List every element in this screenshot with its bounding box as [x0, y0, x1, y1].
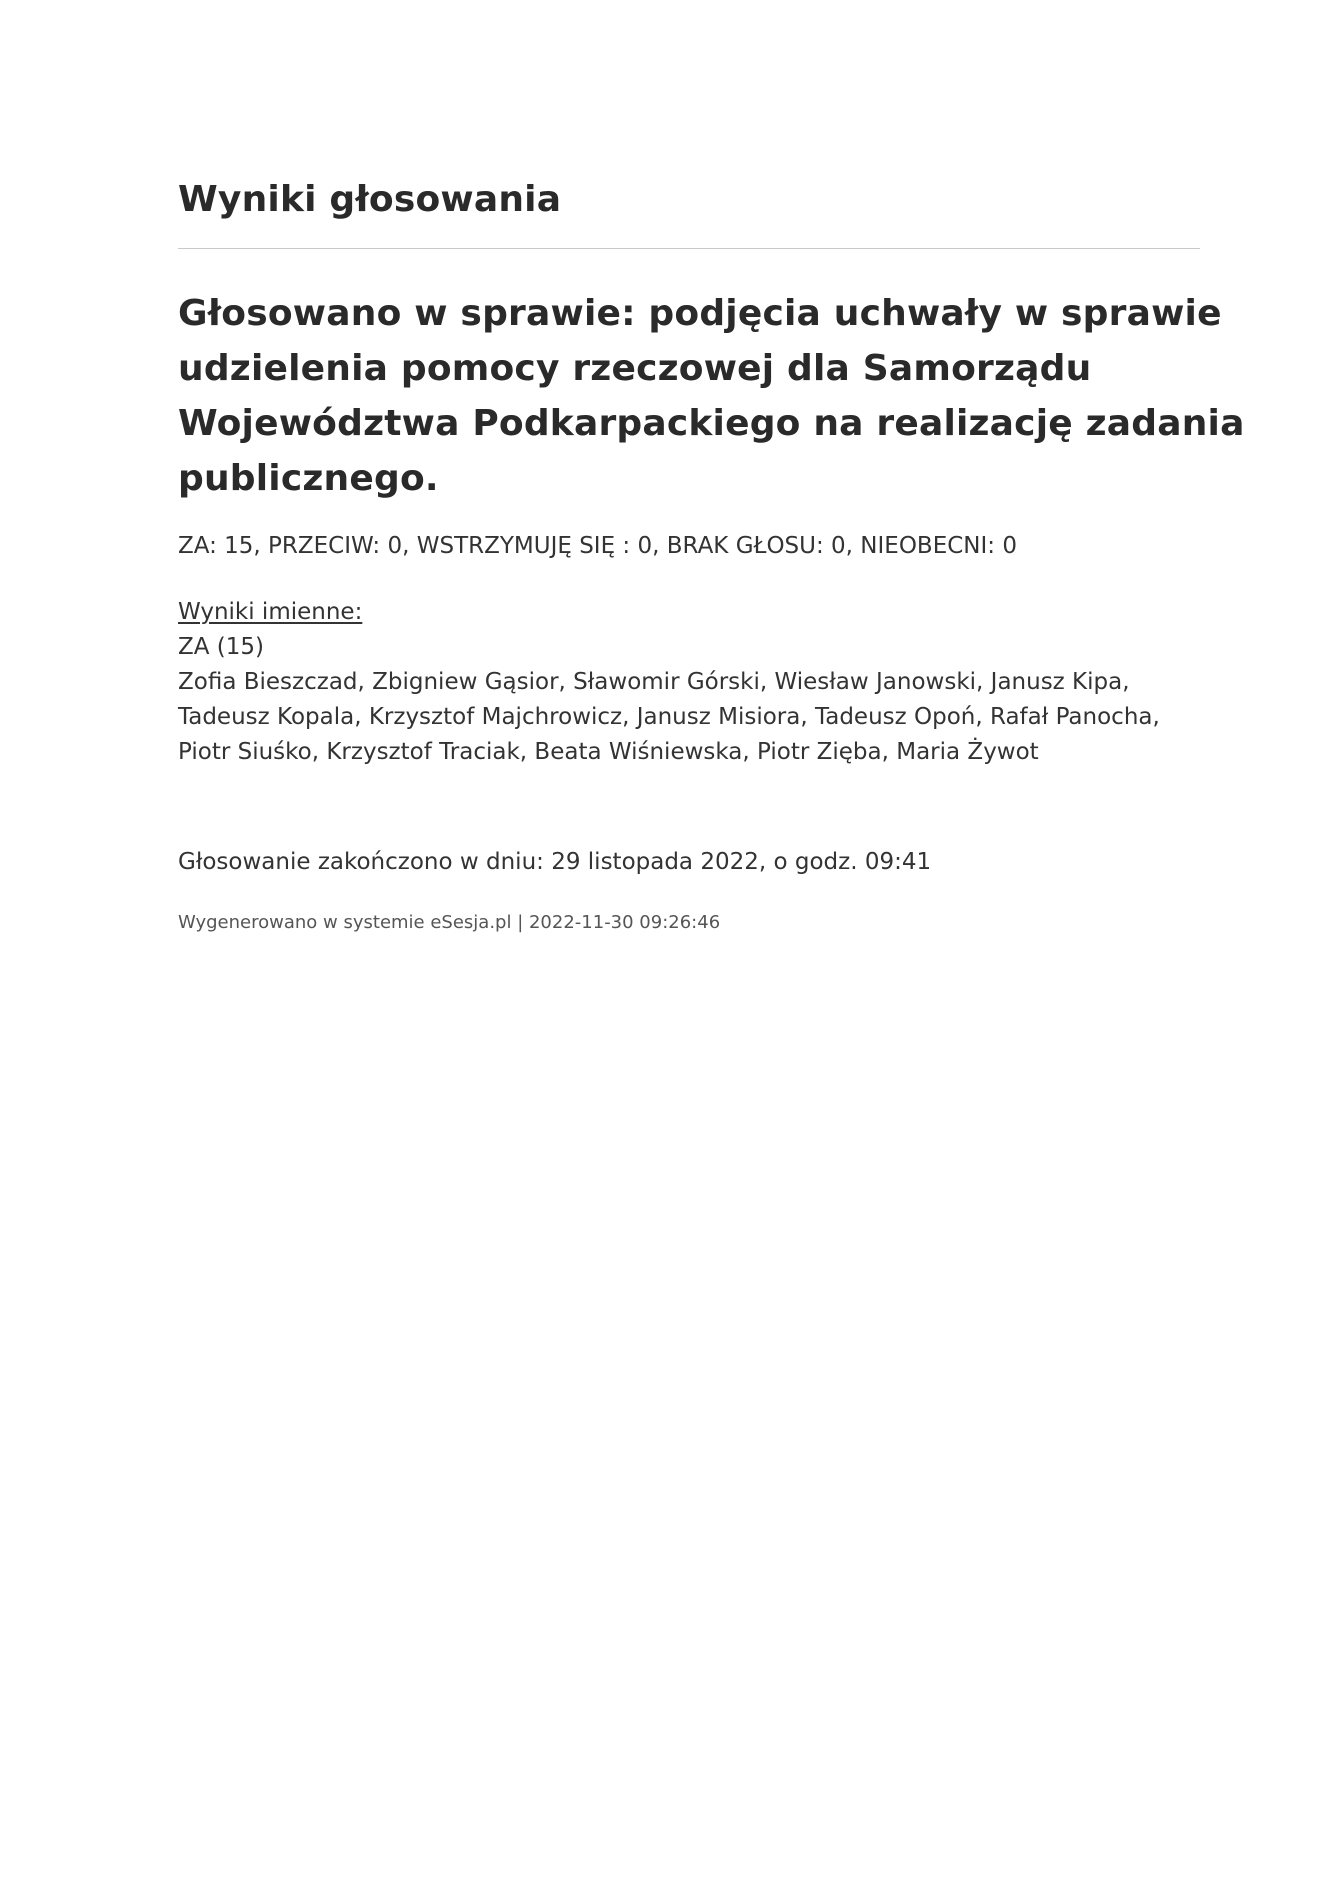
names-line: Zofia Bieszczad, Zbigniew Gąsior, Sławomir Górski, Wiesław Janowski, Janusz Kipa, [178, 669, 1130, 695]
named-results [178, 595, 1228, 770]
vote-subject-line: Głosowano w sprawie: podjęcia uchwały w sprawie [178, 293, 1222, 334]
title-block [178, 176, 1198, 224]
named-results-heading: Wyniki imienne: [178, 599, 363, 625]
vote-subject-line: publicznego. [178, 458, 439, 499]
vote-subject-line: udzielenia pomocy rzeczowej dla Samorządu [178, 348, 1092, 389]
vote-summary: ZA: 15, PRZECIW: 0, WSTRZYMUJĘ SIĘ : 0, BRAK GŁOSU: 0, NIEOBECNI: 0 [178, 533, 1017, 559]
generated-footer: Wygenerowano w systemie eSesja.pl | 2022-11-30 09:26:46 [178, 912, 721, 933]
vote-subject [178, 286, 1245, 506]
vote-ended-text: Głosowanie zakończono w dniu: 29 listopada 2022, o godz. 09:41 [178, 849, 932, 875]
names-line: Piotr Siuśko, Krzysztof Traciak, Beata Wiśniewska, Piotr Zięba, Maria Żywot [178, 739, 1039, 765]
title-divider [178, 248, 1200, 249]
vote-subject-line: Województwa Podkarpackiego na realizację zadania [178, 403, 1245, 444]
page-title: Wyniki głosowania [178, 179, 562, 220]
names-line: Tadeusz Kopala, Krzysztof Majchrowicz, Janusz Misiora, Tadeusz Opoń, Rafał Panocha, [178, 704, 1160, 730]
group-label-za: ZA (15) [178, 634, 265, 660]
